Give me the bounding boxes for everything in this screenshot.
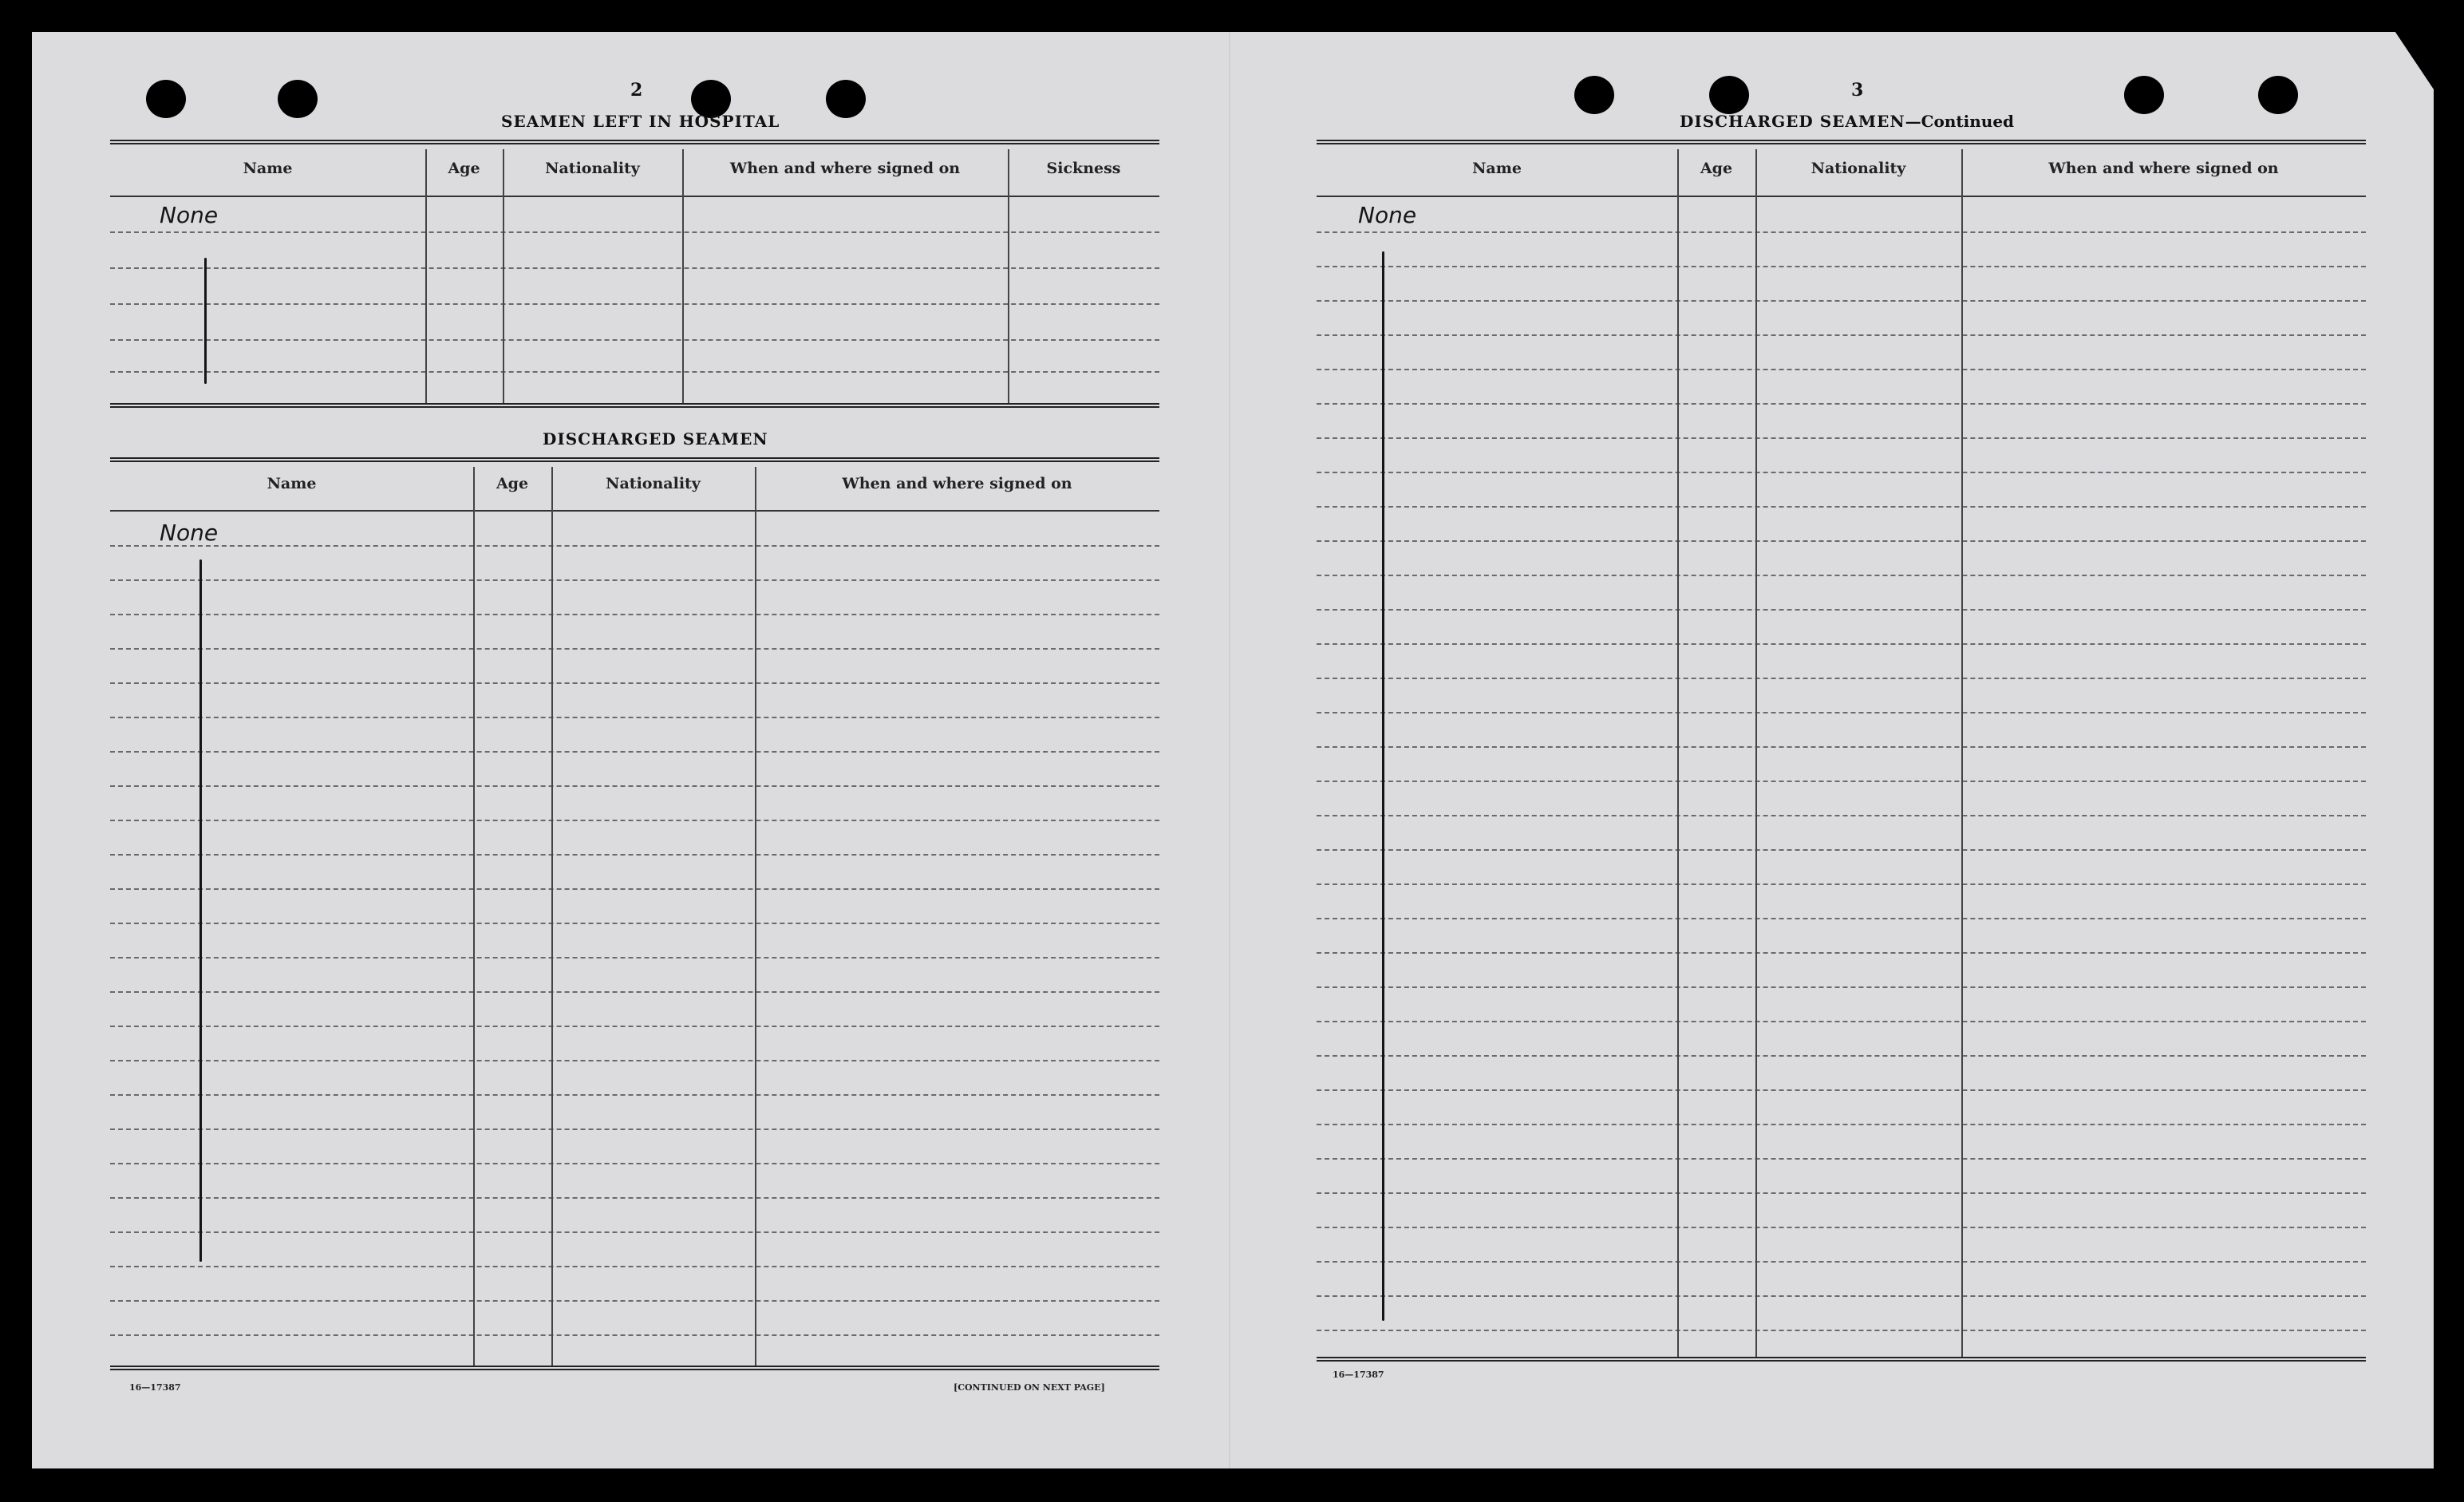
discharged-col-age: Age: [496, 475, 529, 492]
ruled-row-line: [1317, 815, 2366, 816]
ruled-row-line: [1317, 952, 2366, 954]
ruled-row-line: [1317, 1055, 2366, 1057]
ruled-row-line: [110, 854, 1159, 856]
ruled-row-line: [1317, 1295, 2366, 1297]
ruled-row-line: [110, 1300, 1159, 1302]
ruled-row-line: [110, 991, 1159, 993]
ruled-row-line: [1317, 231, 2366, 233]
continued-none-entry: None: [1358, 202, 1417, 228]
continued-suffix: —Continued: [1905, 112, 2015, 131]
ruled-row-line: [1317, 918, 2366, 919]
hospital-none-entry: None: [160, 202, 219, 228]
ruled-row-line: [1317, 1261, 2366, 1263]
ruled-row-line: [110, 957, 1159, 959]
form-code-right: 16—17387: [1333, 1370, 1384, 1380]
page-fold: [1229, 32, 1230, 1468]
form-code-left: 16—17387: [129, 1382, 181, 1393]
page-number-right: 3: [1851, 80, 1864, 101]
ditto-mark: [1382, 251, 1384, 1321]
ruled-row-line: [110, 751, 1159, 753]
discharged-col-name: Name: [267, 475, 317, 492]
ruled-row-line: [1317, 1227, 2366, 1228]
ruled-row-line: [1317, 334, 2366, 336]
discharged-col-nationality: Nationality: [606, 475, 701, 492]
discharged-none-entry: None: [160, 520, 219, 546]
ruled-row-line: [110, 614, 1159, 615]
hospital-table: [110, 140, 1159, 409]
ruled-row-line: [110, 648, 1159, 650]
ruled-row-line: [1317, 1192, 2366, 1194]
ruled-row-line: [110, 1197, 1159, 1199]
discharged-table-right: [1317, 140, 2366, 1369]
ruled-row-line: [110, 545, 1159, 547]
hospital-col-signed-on: When and where signed on: [729, 160, 961, 177]
continued-section-title-text: DISCHARGED SEAMEN: [1680, 112, 1905, 131]
ruled-row-line: [1317, 849, 2366, 851]
ruled-row-line: [1317, 883, 2366, 885]
ruled-row-line: [110, 1128, 1159, 1130]
ruled-row-line: [1317, 369, 2366, 370]
ruled-row-line: [110, 579, 1159, 581]
continued-col-age: Age: [1700, 160, 1733, 177]
ruled-row-line: [1317, 437, 2366, 439]
ruled-row-line: [1317, 1089, 2366, 1091]
ruled-row-line: [1317, 1021, 2366, 1022]
ruled-row-line: [110, 1231, 1159, 1233]
ruled-row-line: [110, 1060, 1159, 1061]
ruled-row-line: [1317, 1330, 2366, 1331]
ruled-row-line: [1317, 986, 2366, 988]
hospital-col-nationality: Nationality: [545, 160, 640, 177]
ruled-row-line: [1317, 540, 2366, 542]
ruled-row-line: [1317, 712, 2366, 713]
ruled-row-line: [110, 820, 1159, 821]
punch-hole: [146, 80, 186, 118]
ruled-row-line: [110, 923, 1159, 924]
continued-col-name: Name: [1472, 160, 1522, 177]
ruled-row-line: [1317, 472, 2366, 473]
hospital-col-sickness: Sickness: [1046, 160, 1121, 177]
ruled-row-line: [1317, 403, 2366, 405]
ruled-row-line: [110, 1094, 1159, 1096]
ruled-row-line: [1317, 266, 2366, 267]
ruled-row-line: [110, 1334, 1159, 1336]
ruled-row-line: [1317, 678, 2366, 679]
ditto-mark: [204, 258, 207, 384]
ruled-row-line: [1317, 300, 2366, 302]
page-number-left: 2: [630, 80, 643, 101]
ruled-row-line: [110, 717, 1159, 718]
continued-col-nationality: Nationality: [1810, 160, 1906, 177]
punch-hole: [2124, 76, 2164, 114]
ruled-row-line: [1317, 506, 2366, 508]
ruled-row-line: [1317, 1124, 2366, 1125]
discharged-section-title: DISCHARGED SEAMEN: [543, 429, 768, 449]
hospital-section-title: SEAMEN LEFT IN HOSPITAL: [501, 112, 780, 131]
ruled-row-line: [1317, 575, 2366, 576]
ruled-row-line: [1317, 643, 2366, 645]
ruled-row-line: [1317, 1158, 2366, 1160]
punch-hole: [2258, 76, 2298, 114]
punch-hole: [1709, 76, 1749, 114]
discharged-table-left: [110, 457, 1159, 1375]
continued-col-signed-on: When and where signed on: [2048, 160, 2279, 177]
punch-hole: [278, 80, 318, 118]
ruled-row-line: [110, 1163, 1159, 1164]
ruled-row-line: [1317, 781, 2366, 782]
ruled-row-line: [110, 1026, 1159, 1027]
punch-hole: [1574, 76, 1614, 114]
ditto-mark: [199, 559, 202, 1262]
hospital-col-name: Name: [243, 160, 293, 177]
ruled-row-line: [1317, 746, 2366, 748]
hospital-col-age: Age: [448, 160, 480, 177]
ruled-row-line: [110, 785, 1159, 787]
discharged-col-signed-on: When and where signed on: [842, 475, 1072, 492]
ruled-row-line: [110, 682, 1159, 684]
continued-section-title: [1680, 112, 2014, 131]
ruled-row-line: [110, 1266, 1159, 1267]
ruled-row-line: [110, 888, 1159, 890]
punch-hole: [826, 80, 866, 118]
continued-note: [CONTINUED ON NEXT PAGE]: [954, 1382, 1105, 1393]
ruled-row-line: [1317, 609, 2366, 611]
